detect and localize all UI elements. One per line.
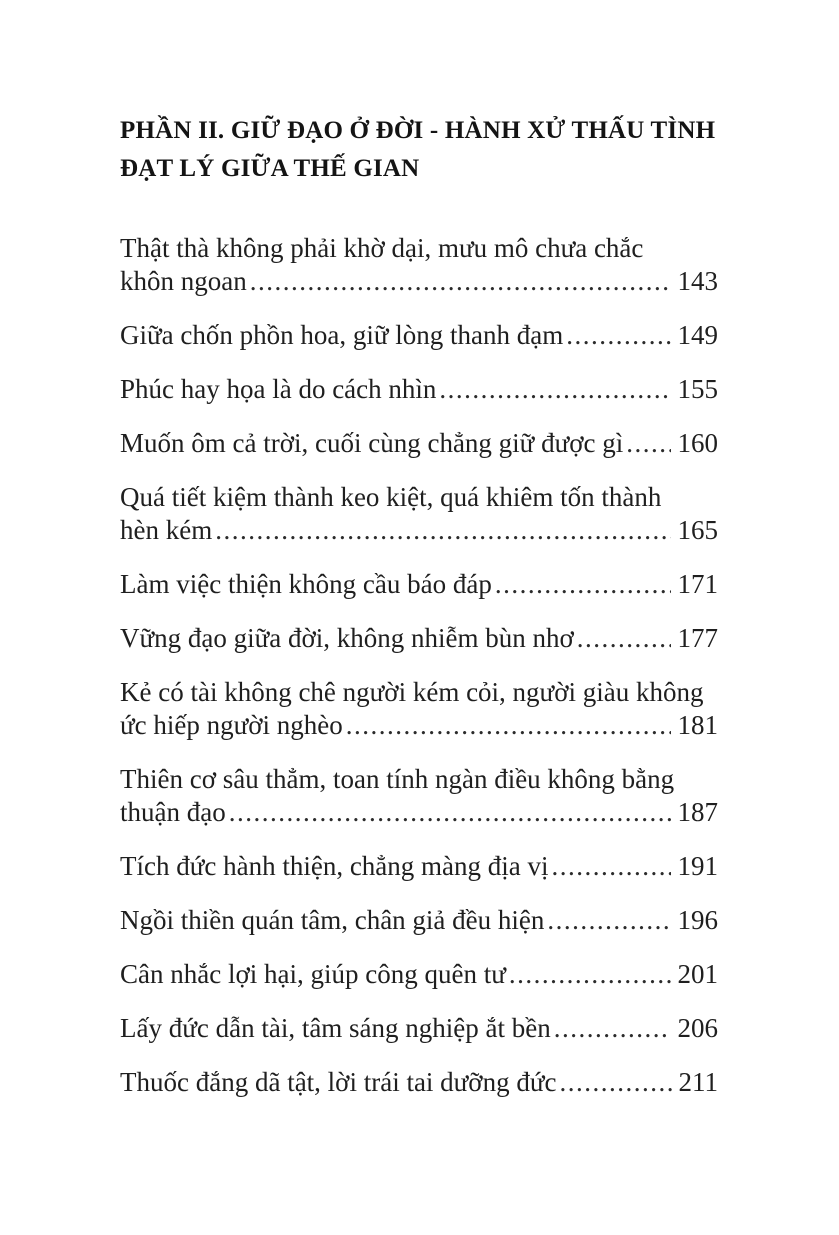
toc-entry [120, 904, 718, 937]
dot-leader [250, 265, 671, 298]
page-number: 196 [677, 905, 718, 935]
toc-entry-line: Thiên cơ sâu thẳm, toan tính ngàn điều không bằng [120, 764, 675, 794]
toc-entry [120, 958, 718, 991]
toc-entry-last-line [120, 958, 718, 991]
page-number: 211 [678, 1067, 718, 1097]
toc-entry-last-line [120, 850, 718, 883]
dot-leader [626, 427, 670, 460]
toc-entry-title: Giữa chốn phồn hoa, giữ lòng thanh đạm [120, 320, 564, 350]
toc-entry [120, 427, 718, 460]
page-number: 149 [677, 320, 718, 350]
toc-entry [120, 850, 718, 883]
dot-leader [559, 1066, 671, 1099]
page-content [120, 112, 718, 1120]
toc-entry-last-line [120, 904, 718, 937]
page-number: 155 [677, 374, 718, 404]
toc-entry-last-line [120, 514, 718, 547]
toc-entry-title: hèn kém [120, 515, 213, 545]
page-number: 160 [677, 428, 718, 458]
toc-entry-line: Quá tiết kiệm thành keo kiệt, quá khiêm tốn thành [120, 482, 662, 512]
dot-leader [566, 319, 670, 352]
toc-entry [120, 622, 718, 655]
toc-entry-title: Ngồi thiền quán tâm, chân giả đều hiện [120, 905, 545, 935]
toc-entry-title: Làm việc thiện không cầu báo đáp [120, 569, 492, 599]
dot-leader [509, 958, 671, 991]
toc-entry [120, 568, 718, 601]
dot-leader [547, 904, 670, 937]
page-number: 171 [677, 569, 718, 599]
toc-entry-last-line [120, 622, 718, 655]
toc-entry-title: thuận đạo [120, 797, 226, 827]
dot-leader [552, 850, 671, 883]
toc-entry-last-line [120, 568, 718, 601]
toc-entry-title: Tích đức hành thiện, chẳng màng địa vị [120, 851, 549, 881]
toc-entry-title: khôn ngoan [120, 266, 247, 296]
toc-entry [120, 763, 718, 829]
toc-entry-line: Kẻ có tài không chê người kém cỏi, người giàu không [120, 677, 704, 707]
toc-entry-last-line [120, 427, 718, 460]
toc-entry-last-line [120, 709, 718, 742]
toc-entry-title: Lấy đức dẫn tài, tâm sáng nghiệp ắt bền [120, 1013, 551, 1043]
toc-entry [120, 481, 718, 547]
dot-leader [554, 1012, 671, 1045]
section-heading-line-2: ĐẠT LÝ GIỮA THẾ GIAN [120, 155, 420, 182]
section-heading [120, 112, 718, 188]
toc-entry [120, 676, 718, 742]
toc-entry [120, 1066, 718, 1099]
toc-entry-title: Phúc hay họa là do cách nhìn [120, 374, 437, 404]
section-heading-line-1: PHẦN II. GIỮ ĐẠO Ở ĐỜI - HÀNH XỬ THẤU TÌNH [120, 117, 716, 144]
toc-entry-title: Thuốc đắng dã tật, lời trái tai dưỡng đức [120, 1067, 557, 1097]
dot-leader [495, 568, 671, 601]
toc-entry-last-line [120, 796, 718, 829]
page-number: 143 [677, 266, 718, 296]
toc-entry-title: Vững đạo giữa đời, không nhiễm bùn nhơ [120, 623, 574, 653]
toc-entry-title: ức hiếp người nghèo [120, 710, 343, 740]
toc-entry-last-line [120, 1012, 718, 1045]
toc-entry-last-line [120, 265, 718, 298]
dot-leader [229, 796, 671, 829]
toc-entry [120, 1012, 718, 1045]
page-number: 191 [677, 851, 718, 881]
page-number: 181 [677, 710, 718, 740]
page-number: 187 [677, 797, 718, 827]
dot-leader [439, 373, 670, 406]
toc-entry-title: Muốn ôm cả trời, cuối cùng chẳng giữ được gì [120, 428, 624, 458]
toc-entry [120, 373, 718, 406]
toc-entry-last-line [120, 319, 718, 352]
toc-entry [120, 319, 718, 352]
toc-entry-title: Cân nhắc lợi hại, giúp công quên tư [120, 959, 506, 989]
toc-entry-last-line [120, 1066, 718, 1099]
toc-entry-line: Thật thà không phải khờ dại, mưu mô chưa chắc [120, 233, 644, 263]
toc-entry-last-line [120, 373, 718, 406]
toc-list [120, 232, 718, 1099]
dot-leader [577, 622, 671, 655]
dot-leader [215, 514, 670, 547]
page-number: 206 [677, 1013, 718, 1043]
dot-leader [346, 709, 671, 742]
page-number: 165 [677, 515, 718, 545]
toc-entry [120, 232, 718, 298]
page-number: 201 [677, 959, 718, 989]
page-number: 177 [677, 623, 718, 653]
